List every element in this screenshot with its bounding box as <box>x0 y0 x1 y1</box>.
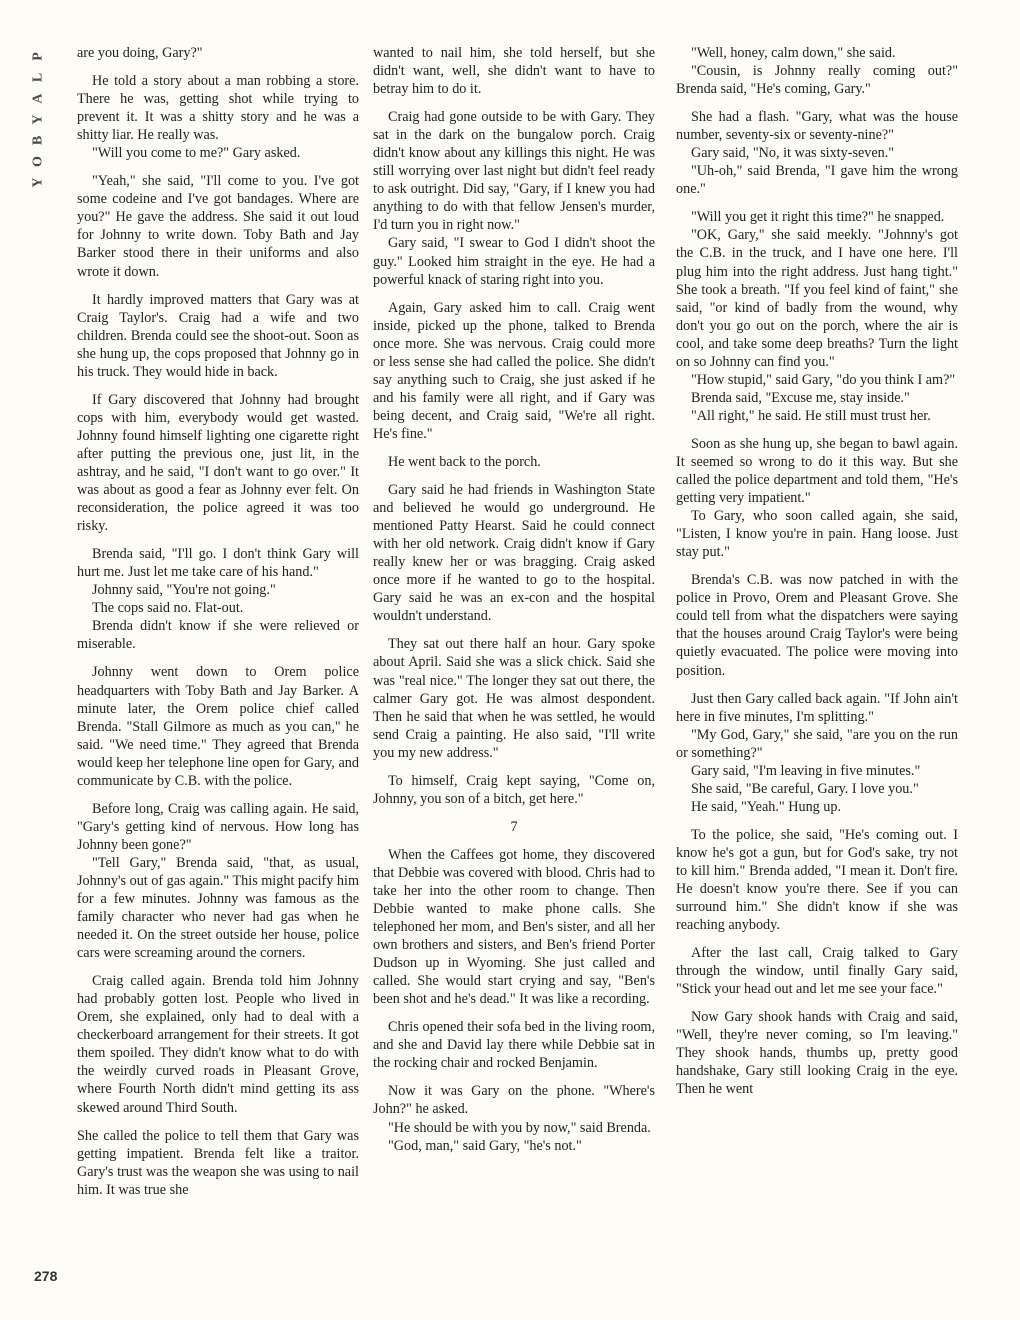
paragraph: "How stupid," said Gary, "do you think I am?" <box>691 371 956 388</box>
paragraph: Brenda said, "Excuse me, stay inside." <box>691 389 910 406</box>
paragraph: He said, "Yeah." Hung up. <box>691 798 842 815</box>
paragraph: Gary said, "I'm leaving in five minutes." <box>691 762 921 779</box>
paragraph: are you doing, Gary?" <box>77 45 203 61</box>
paragraph: Gary said, "No, it was sixty-seven." <box>691 145 895 162</box>
paragraph: When the Caffees got home, they discovered that Debbie was covered with blood. Chris had to take her into the other room to change. Then Debbie wanted to make phone calls. She telephoned her mom, and Ben's sister, and all her own brothers and sisters, and Ben's friend Porter Dudson up in Wyoming. She just called and called. She would start crying and say, "Ben's been shot and he's dead." It was like a recording. <box>373 846 655 1008</box>
paragraph: After the last call, Craig talked to Gary through the window, until finally Gary said, "Stick your head out and let me see your face." <box>676 945 958 998</box>
paragraph: "Yeah," she said, "I'll come to you. I've got some codeine and I've got bandages. Where are you?" He gave the address. She said it out loud for Johnny to write down. Toby Bath and Jay Barker stood there in their uniforms and also wrote it down. <box>77 173 359 280</box>
paragraph: Brenda said, "I'll go. I don't think Gary will hurt me. Just let me take care of his hand." <box>77 546 359 581</box>
page-number: 278 <box>34 1268 58 1284</box>
paragraph: She had a flash. "Gary, what was the house number, seventy-six or seventy-nine?" <box>676 109 958 144</box>
paragraph: Craig called again. Brenda told him Johnny had probably gotten lost. People who lived in Orem, she explained, only had to deal with a checkerboard arrangement for their streets. It got them spoiled. They didn't know what to do with the weirdly curved roads in Pleasant Grove, where Fourth North didn't mind getting its ass skewed around Third South. <box>77 973 359 1116</box>
paragraph: Again, Gary asked him to call. Craig went inside, picked up the phone, talked to Brenda once more. She was nervous. Craig could more or less sense she had called the police. She didn't say anything such to Craig, she just asked if he and his family were all right, and if Gary was being decent, and Craig said, "We're all right. He's fine." <box>373 299 655 442</box>
section-number: 7 <box>510 818 518 835</box>
brand-letter: L <box>30 72 46 83</box>
paragraph: He told a story about a man robbing a store. There he was, getting shot while trying to prevent it. It was a shitty story and he was a shitty liar. He really was. <box>77 73 359 144</box>
brand-letter: Y <box>30 177 46 188</box>
paragraph: Chris opened their sofa bed in the living room, and she and David lay there while Debbie sat in the rocking chair and rocked Benjamin. <box>373 1019 655 1072</box>
paragraph: "Uh-oh," said Brenda, "I gave him the wrong one." <box>676 163 958 198</box>
brand-letter: A <box>30 93 46 104</box>
paragraph: Johnny said, "You're not going." <box>92 582 276 599</box>
brand-letter: P <box>30 52 46 61</box>
paragraph: Now it was Gary on the phone. "Where's John?" he asked. <box>373 1083 655 1118</box>
paragraph: Soon as she hung up, she began to bawl again. It seemed so wrong to do it this way. But she called the police department and told them, "He's getting very impatient." <box>676 435 958 507</box>
paragraph: "OK, Gary," she said meekly. "Johnny's got the C.B. in the truck, and I have one here. I'll plug him into the right address. Just hang tight." She took a breath. "If you feel kind of faint," she said, "or kind of badly from the wound, why don't you go out on the porch, where the air is cool, and take some deep breaths? Turn the light on so Johnny can find you." <box>676 227 958 370</box>
paragraph: Just then Gary called back again. "If John ain't here in five minutes, I'm splitting." <box>676 690 958 725</box>
paragraph: "God, man," said Gary, "he's not." <box>388 1137 582 1154</box>
paragraph: She called the police to tell them that Gary was getting impatient. Brenda felt like a traitor. Gary's trust was the weapon she was using to nail him. It was true she <box>77 1127 359 1198</box>
brand-letter: O <box>30 156 46 167</box>
text-column-1 <box>77 44 359 1209</box>
brand-letter: B <box>30 135 46 146</box>
paragraph: If Gary discovered that Johnny had brought cops with him, everybody would get wasted. Johnny found himself lighting one cigarette right after putting the previous one, just lit, in the ashtray, and he said, "I don't want to go over." It was about as good a fear as Johnny ever felt. On reconsideration, the police agreed it was too risky. <box>77 391 359 535</box>
paragraph: Gary said he had friends in Washington State and believed he would go underground. He mentioned Patty Hearst. Said he could connect with her old network. Craig didn't know if Gary really knew her or was bragging. Craig asked once more if he wanted to go to the hospital. Gary said he was an ex-con and the hospital wouldn't understand. <box>373 482 655 625</box>
paragraph: "All right," he said. He still must trust her. <box>691 407 931 424</box>
paragraph: "Cousin, is Johnny really coming out?" Brenda said, "He's coming, Gary." <box>676 63 958 98</box>
paragraph: "Will you come to me?" Gary asked. <box>92 145 301 162</box>
text-column-3 <box>676 44 958 1099</box>
paragraph: Brenda's C.B. was now patched in with the police in Provo, Orem and Pleasant Grove. She could tell from what the dispatchers were saying that the houses around Craig Taylor's were being quietly evacuated. The police were moving into position. <box>676 572 958 679</box>
paragraph: Brenda didn't know if she were relieved or miserable. <box>77 618 359 653</box>
paragraph: "Will you get it right this time?" he snapped. <box>691 209 945 226</box>
paragraph: To Gary, who soon called again, she said, "Listen, I know you're in pain. Hang loose. Just stay put." <box>676 508 958 561</box>
brand-letter: Y <box>30 114 46 125</box>
paragraph: Craig had gone outside to be with Gary. They sat in the dark on the bungalow porch. Craig didn't know about any killings this night. He was still worrying over last night but didn't feel ready to ask outright. Did say, "Gary, if I knew you had anything to do with that fellow Jensen's murder, I'd turn you in right now." <box>373 109 655 234</box>
paragraph: To the police, she said, "He's coming out. I know he's got a gun, but for God's sake, try not to kill him." Brenda added, "I mean it. Don't fire. He doesn't know you're there. See if you can surround him." She didn't know if she was reaching anybody. <box>676 826 958 934</box>
paragraph: Johnny went down to Orem police headquarters with Toby Bath and Jay Barker. A minute later, the Orem police chief called Brenda. "Stall Gilmore as much as you can," he said. "We need time." They agreed that Brenda would keep her telephone line open for Gary, and communicate by C.B. with the police. <box>77 664 359 789</box>
text-column-2 <box>373 44 655 1165</box>
paragraph: "Tell Gary," Brenda said, "that, as usual, Johnny's out of gas again." This might pacify him for a few minutes. Johnny was famous as the family character who never had gas when he needed it. On the street outside her house, police cars were screaming around the corners. <box>77 854 359 962</box>
paragraph: He went back to the porch. <box>388 453 541 470</box>
paragraph: "He should be with you by now," said Brenda. <box>388 1119 651 1136</box>
paragraph: "My God, Gary," she said, "are you on the run or something?" <box>676 726 958 761</box>
magazine-brand <box>28 46 48 193</box>
paragraph: They sat out there half an hour. Gary spoke about April. Said she was a slick chick. Said she was "real nice." The longer they sat out there, the calmer Gary got. He was almost despondent. Then he said that when he was settled, he would send Craig a painting. He also said, "I'll write you my new address." <box>373 636 655 761</box>
paragraph: Now Gary shook hands with Craig and said, "Well, they're never coming, so I'm leaving." They shook hands, thumbs up, pretty good handshake, Gary still looking Craig in the eye. Then he went <box>676 1009 958 1098</box>
paragraph: She said, "Be careful, Gary. I love you." <box>691 780 919 797</box>
paragraph: It hardly improved matters that Gary was at Craig Taylor's. Craig had a wife and two children. Brenda could see the shoot-out. Soon as she hung up, the cops proposed that Johnny go in his truck. They would hide in back. <box>77 291 359 380</box>
paragraph: wanted to nail him, she told herself, but she didn't want, well, she didn't want to have to betray him to do it. <box>373 45 655 98</box>
paragraph: "Well, honey, calm down," she said. <box>691 45 896 61</box>
paragraph: Before long, Craig was calling again. He said, "Gary's getting kind of nervous. How long has Johnny been gone?" <box>77 800 359 853</box>
paragraph: To himself, Craig kept saying, "Come on, Johnny, you son of a bitch, get here." <box>373 772 655 807</box>
paragraph: The cops said no. Flat-out. <box>92 600 244 617</box>
paragraph: Gary said, "I swear to God I didn't shoot the guy." Looked him straight in the eye. He had a powerful knack of staring right into you. <box>373 235 655 288</box>
